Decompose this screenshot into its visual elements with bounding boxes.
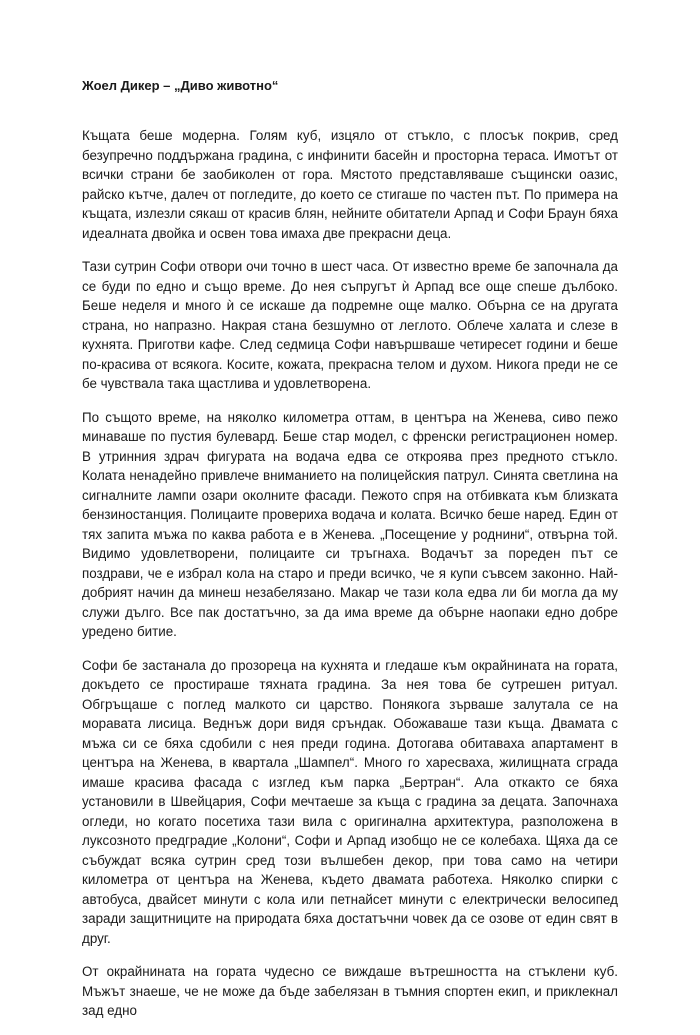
paragraph: По същото време, на няколко километра оттам, в центъра на Женева, сиво пежо минаваше по пустия булевард. Беше стар модел, с френски регистрационен номер. В утринния здрач фигурата на водача едва се откроява през предното стъкло. Колата ненадейно привлече вниманието на полицейския патрул. Синята светлина на сигналните лампи озари околните фасади. Пежото спря на отбивката към близката бензиностанция. Полицаите провериха водача и колата. Всичко беше наред. Един от тях запита мъжа по каква работа е в Женева. „Посещение у роднини“, отвърна той. Видимо удовлетворени, полицаите си тръгнаха. Водачът за пореден път се поздрави, че е избрал кола на старо и преди всичко, че я купи съвсем законно. Най-добрият начин да минеш незабелязано. Макар че тази кола едва ли би могла да му служи дълго. Все пак достатъчно, за да има време да обърне наопаки едно добре уредено битие. bbox=[82, 409, 618, 639]
document-body bbox=[82, 126, 618, 1035]
paragraph: Къщата беше модерна. Голям куб, изцяло от стъкло, с плосък покрив, сред безупречно поддържана градина, с инфинити басейн и просторна тераса. Имотът от всички страни бе заобиколен от гора. Мястото представляваше същински оазис, райско кътче, далеч от погледите, до което се стигаше по частен път. По примера на къщата, излезли сякаш от красив блян, нейните обитатели Арпад и Софи Браун бяха идеалната двойка и освен това имаха две прекрасни деца. bbox=[82, 128, 618, 241]
paragraph: Софи бе застанала до прозореца на кухнята и гледаше към окрайнината на гората, докъдето се простираше тяхната градина. За нея това бе сутрешен ритуал. Обгръщаше с поглед малкото си царство. Понякога зърваше залутала се на моравата лисица. Веднъж дори видя сръндак. Обожаваше тази къща. Двамата с мъжа си се бяха сдобили с нея преди година. Дотогава обитаваха апартамент в центъра на Женева, в квартала „Шампел“. Много го харесваха, жилищната сграда имаше красива фасада с изглед към парка „Бертран“. Ала откакто се бяха установили в Швейцария, Софи мечтаеше за къща с градина за децата. Започнаха огледи, но когато посетиха тази вила с оригинална архитектура, разположена в луксозното предградие „Колони“, Софи и Арпад изобщо не се колебаха. Щяха да се събуждат всяка сутрин сред този вълшебен декор, при това само на четири километра от центъра на Женева, където двамата работеха. Няколко спирки с автобуса, двайсет минути с кола или петнайсет минути с електрически велосипед заради защитниците на природата бяха достатъчни човек да се озове от един свят в друг. bbox=[82, 657, 618, 946]
document-title: Жоел Дикер – „Диво животно“ bbox=[82, 78, 279, 93]
paragraph: От окрайнината на гората чудесно се виждаше вътрешността на стъклени куб. Мъжът знаеше, че не може да бъде забелязан в тъмния спортен екип, и приклекнал зад едно bbox=[82, 964, 618, 1018]
paragraph: Тази сутрин Софи отвори очи точно в шест часа. От известно време бе започнала да се буди по едно и също време. До нея съпругът ѝ Арпад все още спеше дълбоко. Беше неделя и много ѝ се искаше да подремне още малко. Обърна се на другата страна, но напразно. Накрая стана безшумно от леглото. Облече халата и слезе в кухнята. Приготви кафе. След седмица Софи навършваше четиресет години и беше по-красива от всякога. Косите, кожата, прекрасна телом и духом. Никога преди не се бе чувствала така щастлива и удовлетворена. bbox=[82, 259, 618, 391]
